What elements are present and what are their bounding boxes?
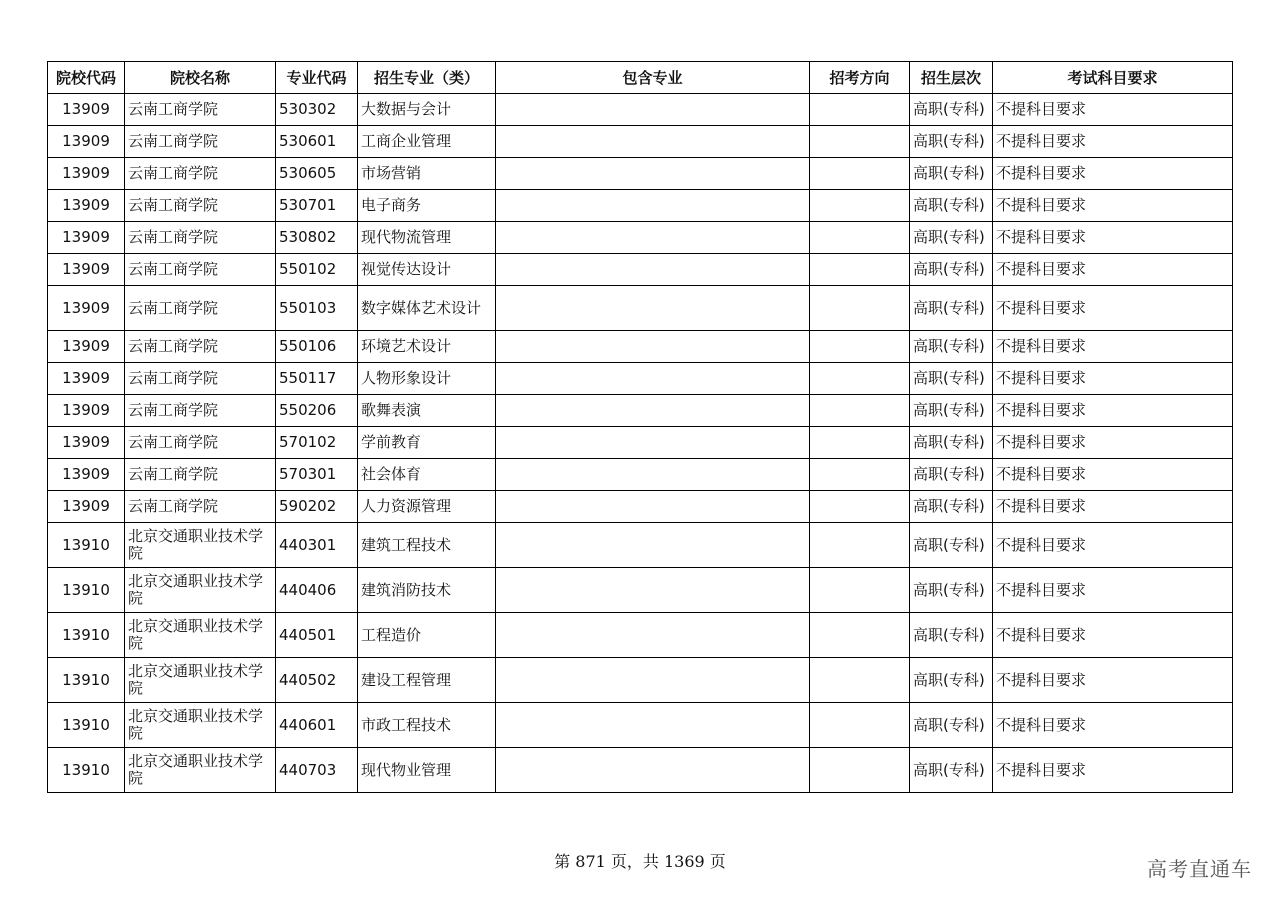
direction-cell xyxy=(810,491,910,523)
major-code-cell: 550103 xyxy=(276,286,358,331)
table-row xyxy=(48,459,1233,491)
school-name-cell: 北京交通职业技术学院 xyxy=(125,748,276,793)
subject-requirement-cell: 不提科目要求 xyxy=(993,222,1233,254)
major-cell: 数字媒体艺术设计 xyxy=(358,286,496,331)
school-name-cell: 云南工商学院 xyxy=(125,254,276,286)
major-code-cell: 550206 xyxy=(276,395,358,427)
major-cell: 市政工程技术 xyxy=(358,703,496,748)
level-cell: 高职(专科) xyxy=(910,395,993,427)
included-majors-cell xyxy=(496,427,810,459)
major-code-cell: 550106 xyxy=(276,331,358,363)
table-row xyxy=(48,748,1233,793)
major-cell: 建筑消防技术 xyxy=(358,568,496,613)
subject-requirement-cell: 不提科目要求 xyxy=(993,703,1233,748)
direction-cell xyxy=(810,523,910,568)
major-cell: 现代物流管理 xyxy=(358,222,496,254)
admissions-table xyxy=(47,61,1233,793)
included-majors-cell xyxy=(496,658,810,703)
major-code-cell: 530605 xyxy=(276,158,358,190)
school-code-cell: 13910 xyxy=(48,568,125,613)
level-cell: 高职(专科) xyxy=(910,703,993,748)
school-name-cell: 云南工商学院 xyxy=(125,427,276,459)
header-row xyxy=(48,62,1233,94)
direction-cell xyxy=(810,254,910,286)
major-code-cell: 530802 xyxy=(276,222,358,254)
included-majors-cell xyxy=(496,254,810,286)
major-cell: 视觉传达设计 xyxy=(358,254,496,286)
table-row xyxy=(48,190,1233,222)
level-cell: 高职(专科) xyxy=(910,491,993,523)
major-cell: 人力资源管理 xyxy=(358,491,496,523)
school-code-cell: 13909 xyxy=(48,126,125,158)
subject-requirement-cell: 不提科目要求 xyxy=(993,491,1233,523)
header-major: 招生专业（类） xyxy=(358,62,496,94)
major-cell: 工商企业管理 xyxy=(358,126,496,158)
subject-requirement-cell: 不提科目要求 xyxy=(993,568,1233,613)
school-name-cell: 北京交通职业技术学院 xyxy=(125,613,276,658)
major-code-cell: 530601 xyxy=(276,126,358,158)
major-code-cell: 440502 xyxy=(276,658,358,703)
subject-requirement-cell: 不提科目要求 xyxy=(993,427,1233,459)
level-cell: 高职(专科) xyxy=(910,427,993,459)
included-majors-cell xyxy=(496,568,810,613)
table-row xyxy=(48,613,1233,658)
included-majors-cell xyxy=(496,363,810,395)
table-row xyxy=(48,395,1233,427)
major-code-cell: 530302 xyxy=(276,94,358,126)
direction-cell xyxy=(810,427,910,459)
table-row xyxy=(48,331,1233,363)
table-row xyxy=(48,523,1233,568)
major-cell: 市场营销 xyxy=(358,158,496,190)
table-row xyxy=(48,286,1233,331)
major-code-cell: 570301 xyxy=(276,459,358,491)
included-majors-cell xyxy=(496,491,810,523)
level-cell: 高职(专科) xyxy=(910,126,993,158)
level-cell: 高职(专科) xyxy=(910,331,993,363)
school-code-cell: 13909 xyxy=(48,363,125,395)
direction-cell xyxy=(810,331,910,363)
school-code-cell: 13910 xyxy=(48,703,125,748)
subject-requirement-cell: 不提科目要求 xyxy=(993,523,1233,568)
level-cell: 高职(专科) xyxy=(910,523,993,568)
major-code-cell: 570102 xyxy=(276,427,358,459)
page-number: 第 871 页，共 1369 页 xyxy=(554,852,726,871)
direction-cell xyxy=(810,395,910,427)
major-code-cell: 440601 xyxy=(276,703,358,748)
header-level: 招生层次 xyxy=(910,62,993,94)
major-cell: 歌舞表演 xyxy=(358,395,496,427)
subject-requirement-cell: 不提科目要求 xyxy=(993,158,1233,190)
included-majors-cell xyxy=(496,158,810,190)
school-name-cell: 云南工商学院 xyxy=(125,126,276,158)
school-name-cell: 云南工商学院 xyxy=(125,363,276,395)
included-majors-cell xyxy=(496,331,810,363)
direction-cell xyxy=(810,190,910,222)
level-cell: 高职(专科) xyxy=(910,94,993,126)
major-cell: 现代物业管理 xyxy=(358,748,496,793)
school-name-cell: 云南工商学院 xyxy=(125,491,276,523)
school-code-cell: 13909 xyxy=(48,395,125,427)
school-code-cell: 13909 xyxy=(48,254,125,286)
level-cell: 高职(专科) xyxy=(910,363,993,395)
header-direction: 招考方向 xyxy=(810,62,910,94)
subject-requirement-cell: 不提科目要求 xyxy=(993,286,1233,331)
header-included-majors: 包含专业 xyxy=(496,62,810,94)
included-majors-cell xyxy=(496,126,810,158)
major-cell: 建设工程管理 xyxy=(358,658,496,703)
school-name-cell: 云南工商学院 xyxy=(125,459,276,491)
table-row xyxy=(48,126,1233,158)
level-cell: 高职(专科) xyxy=(910,459,993,491)
direction-cell xyxy=(810,703,910,748)
school-name-cell: 云南工商学院 xyxy=(125,395,276,427)
school-code-cell: 13909 xyxy=(48,158,125,190)
table-row xyxy=(48,222,1233,254)
school-code-cell: 13909 xyxy=(48,94,125,126)
major-cell: 学前教育 xyxy=(358,427,496,459)
major-cell: 社会体育 xyxy=(358,459,496,491)
subject-requirement-cell: 不提科目要求 xyxy=(993,331,1233,363)
subject-requirement-cell: 不提科目要求 xyxy=(993,748,1233,793)
major-code-cell: 440703 xyxy=(276,748,358,793)
school-code-cell: 13909 xyxy=(48,222,125,254)
major-cell: 电子商务 xyxy=(358,190,496,222)
header-school-code: 院校代码 xyxy=(48,62,125,94)
table-row xyxy=(48,158,1233,190)
school-name-cell: 云南工商学院 xyxy=(125,158,276,190)
school-name-cell: 云南工商学院 xyxy=(125,190,276,222)
school-name-cell: 北京交通职业技术学院 xyxy=(125,568,276,613)
school-code-cell: 13909 xyxy=(48,331,125,363)
header-major-code: 专业代码 xyxy=(276,62,358,94)
included-majors-cell xyxy=(496,222,810,254)
direction-cell xyxy=(810,222,910,254)
school-name-cell: 云南工商学院 xyxy=(125,331,276,363)
table-row xyxy=(48,568,1233,613)
subject-requirement-cell: 不提科目要求 xyxy=(993,658,1233,703)
level-cell: 高职(专科) xyxy=(910,568,993,613)
school-code-cell: 13909 xyxy=(48,190,125,222)
included-majors-cell xyxy=(496,94,810,126)
school-code-cell: 13909 xyxy=(48,427,125,459)
direction-cell xyxy=(810,459,910,491)
included-majors-cell xyxy=(496,286,810,331)
level-cell: 高职(专科) xyxy=(910,613,993,658)
included-majors-cell xyxy=(496,523,810,568)
table-row xyxy=(48,363,1233,395)
level-cell: 高职(专科) xyxy=(910,658,993,703)
major-cell: 大数据与会计 xyxy=(358,94,496,126)
level-cell: 高职(专科) xyxy=(910,158,993,190)
direction-cell xyxy=(810,613,910,658)
school-name-cell: 云南工商学院 xyxy=(125,286,276,331)
header-school-name: 院校名称 xyxy=(125,62,276,94)
major-cell: 环境艺术设计 xyxy=(358,331,496,363)
subject-requirement-cell: 不提科目要求 xyxy=(993,459,1233,491)
school-name-cell: 北京交通职业技术学院 xyxy=(125,703,276,748)
major-code-cell: 530701 xyxy=(276,190,358,222)
school-code-cell: 13909 xyxy=(48,459,125,491)
level-cell: 高职(专科) xyxy=(910,190,993,222)
subject-requirement-cell: 不提科目要求 xyxy=(993,363,1233,395)
subject-requirement-cell: 不提科目要求 xyxy=(993,613,1233,658)
major-code-cell: 440406 xyxy=(276,568,358,613)
table-row xyxy=(48,254,1233,286)
major-cell: 工程造价 xyxy=(358,613,496,658)
major-cell: 建筑工程技术 xyxy=(358,523,496,568)
direction-cell xyxy=(810,158,910,190)
major-code-cell: 550117 xyxy=(276,363,358,395)
major-code-cell: 550102 xyxy=(276,254,358,286)
subject-requirement-cell: 不提科目要求 xyxy=(993,126,1233,158)
direction-cell xyxy=(810,658,910,703)
major-code-cell: 590202 xyxy=(276,491,358,523)
table-row xyxy=(48,491,1233,523)
header-subject-requirement: 考试科目要求 xyxy=(993,62,1233,94)
direction-cell xyxy=(810,363,910,395)
direction-cell xyxy=(810,126,910,158)
subject-requirement-cell: 不提科目要求 xyxy=(993,395,1233,427)
watermark-text: 高考直通车 xyxy=(1147,857,1252,881)
table-row xyxy=(48,427,1233,459)
major-cell: 人物形象设计 xyxy=(358,363,496,395)
included-majors-cell xyxy=(496,395,810,427)
direction-cell xyxy=(810,94,910,126)
table-body xyxy=(48,94,1233,793)
school-code-cell: 13910 xyxy=(48,613,125,658)
direction-cell xyxy=(810,748,910,793)
major-code-cell: 440301 xyxy=(276,523,358,568)
school-code-cell: 13910 xyxy=(48,748,125,793)
table-row xyxy=(48,94,1233,126)
school-name-cell: 云南工商学院 xyxy=(125,94,276,126)
school-name-cell: 北京交通职业技术学院 xyxy=(125,658,276,703)
level-cell: 高职(专科) xyxy=(910,222,993,254)
level-cell: 高职(专科) xyxy=(910,254,993,286)
table-row xyxy=(48,703,1233,748)
school-code-cell: 13910 xyxy=(48,523,125,568)
school-name-cell: 北京交通职业技术学院 xyxy=(125,523,276,568)
subject-requirement-cell: 不提科目要求 xyxy=(993,94,1233,126)
included-majors-cell xyxy=(496,459,810,491)
direction-cell xyxy=(810,568,910,613)
included-majors-cell xyxy=(496,703,810,748)
school-code-cell: 13909 xyxy=(48,491,125,523)
school-name-cell: 云南工商学院 xyxy=(125,222,276,254)
subject-requirement-cell: 不提科目要求 xyxy=(993,190,1233,222)
school-code-cell: 13909 xyxy=(48,286,125,331)
major-code-cell: 440501 xyxy=(276,613,358,658)
school-code-cell: 13910 xyxy=(48,658,125,703)
level-cell: 高职(专科) xyxy=(910,748,993,793)
direction-cell xyxy=(810,286,910,331)
included-majors-cell xyxy=(496,613,810,658)
level-cell: 高职(专科) xyxy=(910,286,993,331)
table-row xyxy=(48,658,1233,703)
subject-requirement-cell: 不提科目要求 xyxy=(993,254,1233,286)
included-majors-cell xyxy=(496,190,810,222)
included-majors-cell xyxy=(496,748,810,793)
